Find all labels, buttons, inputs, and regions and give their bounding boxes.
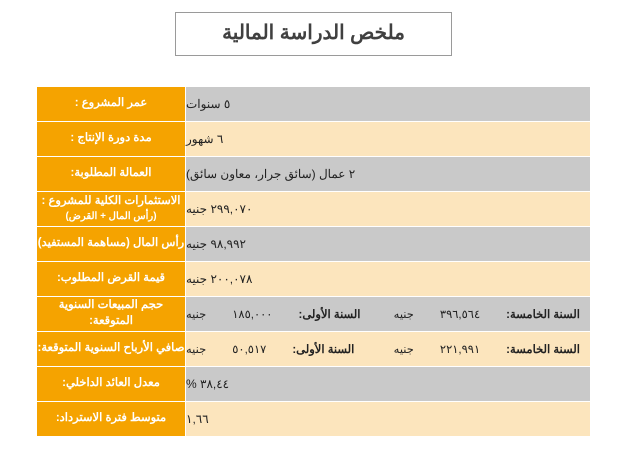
table-cell-value — [186, 332, 591, 367]
page-title: ملخص الدراسة المالية — [222, 22, 405, 44]
table-cell-label — [37, 367, 186, 402]
value-segment-first-unit: جنيه — [186, 344, 207, 356]
table-cell-label-text: العمالة المطلوبة: — [70, 167, 152, 180]
table-cell-label — [37, 402, 186, 437]
table-row — [37, 402, 591, 437]
value-segment-second-unit: جنيه — [393, 344, 414, 356]
table-cell-label-text: رأس المال (مساهمة المستفيد) — [37, 237, 185, 250]
table-cell-value — [186, 262, 591, 297]
table-cell-value-text: ٣٨,٤٤ % — [186, 377, 230, 391]
table-row — [37, 262, 591, 297]
table-cell-value-text: ٩٨,٩٩٢ جنيه — [186, 237, 246, 251]
value-segment-second-number: ٢٢١,٩٩١ — [439, 344, 481, 356]
table-row — [37, 87, 591, 122]
table-cell-value-text: ٦ شهور — [186, 132, 224, 146]
value-segment-second-label: السنة الخامسة: — [506, 309, 580, 321]
value-split-group — [186, 342, 590, 356]
table-cell-value — [186, 157, 591, 192]
table-cell-label-text: مدة دورة الإنتاج : — [70, 132, 152, 145]
table-row — [37, 122, 591, 157]
table-cell-label-text: متوسط فترة الاسترداد: — [55, 412, 167, 425]
financial-summary-table — [36, 86, 591, 437]
value-segment-second-label: السنة الخامسة: — [506, 344, 580, 356]
table-row — [37, 157, 591, 192]
table-cell-label — [37, 157, 186, 192]
value-segment-first-unit: جنيه — [186, 309, 207, 321]
table-cell-label-text: الاستثمارات الكلية للمشروع : — [41, 195, 181, 208]
table-row — [37, 332, 591, 367]
table-cell-value-text: ٥ سنوات — [186, 97, 231, 111]
table-cell-label-text: عمر المشروع : — [74, 97, 148, 110]
table-cell-label-sub: (رأس المال + القرض) — [65, 211, 157, 222]
summary-table-container — [0, 56, 627, 437]
table-cell-value-text: ٢٠٠,٠٧٨ جنيه — [186, 272, 253, 286]
value-segment-second — [394, 307, 590, 321]
value-segment-second — [394, 342, 590, 356]
title-container — [0, 0, 627, 56]
table-cell-value — [186, 87, 591, 122]
table-cell-value — [186, 402, 591, 437]
table-cell-label-text: صافي الأرباح السنوية المتوقعة: — [37, 342, 185, 355]
table-row — [37, 367, 591, 402]
value-segment-second-number: ٣٩٦,٥٦٤ — [439, 309, 481, 321]
value-split-group — [186, 307, 590, 321]
table-cell-label — [37, 262, 186, 297]
table-cell-label — [37, 227, 186, 262]
value-segment-first-number: ١٨٥,٠٠٠ — [232, 309, 273, 321]
value-segment-first-label: السنة الأولى: — [298, 309, 361, 321]
value-segment-first — [186, 307, 371, 321]
value-segment-first-label: السنة الأولى: — [292, 344, 355, 356]
table-cell-value — [186, 367, 591, 402]
table-cell-label-text: قيمة القرض المطلوب: — [56, 272, 166, 285]
value-segment-first-number: ٥٠,٥١٧ — [232, 344, 267, 356]
title-box — [175, 12, 452, 56]
table-row — [37, 297, 591, 332]
table-row — [37, 227, 591, 262]
table-cell-label-text: معدل العائد الداخلي: — [62, 377, 160, 390]
table-cell-value — [186, 227, 591, 262]
value-segment-second-unit: جنيه — [393, 309, 414, 321]
table-cell-label — [37, 297, 186, 332]
table-cell-label — [37, 332, 186, 367]
table-cell-label — [37, 192, 186, 227]
table-cell-label — [37, 122, 186, 157]
table-cell-value-text: ٢٩٩,٠٧٠ جنيه — [186, 202, 253, 216]
table-cell-label-text: حجم المبيعات السنوية المتوقعة: — [58, 299, 164, 327]
table-cell-value — [186, 297, 591, 332]
table-body — [37, 87, 591, 437]
table-cell-value-text: ٢ عمال (سائق جرار، معاون سائق) — [186, 167, 356, 181]
table-cell-value — [186, 122, 591, 157]
table-cell-label — [37, 87, 186, 122]
value-segment-first — [186, 342, 364, 356]
table-cell-value-text: ١,٦٦ — [186, 412, 209, 426]
table-row — [37, 192, 591, 227]
table-cell-value — [186, 192, 591, 227]
